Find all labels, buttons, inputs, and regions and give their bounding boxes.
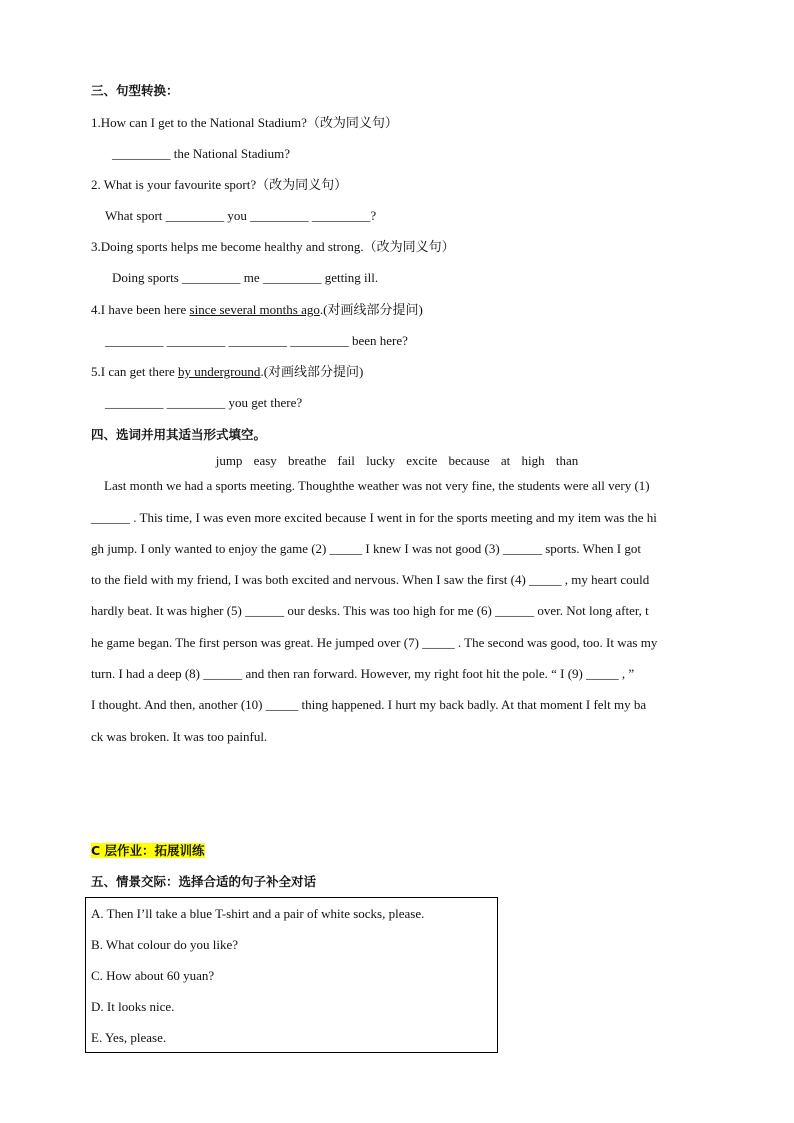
options-box bbox=[85, 897, 498, 1053]
section4-heading: 四、选词并用其适当形式填空。 bbox=[91, 427, 267, 442]
question-4-pre: 4.I have been here bbox=[91, 302, 190, 317]
section5-heading: 五、情景交际：选择合适的句子补全对话 bbox=[91, 874, 317, 889]
question-3-answer: Doing sports _________ me _________ getting ill. bbox=[112, 270, 379, 285]
question-4 bbox=[91, 302, 423, 318]
passage-line: turn. I had a deep (8) ______ and then ran forward. However, my right foot hit the pole. “ I (9) _____ , ” bbox=[91, 666, 635, 681]
question-2-answer: What sport _________ you _________ _________? bbox=[105, 208, 377, 223]
question-3: 3.Doing sports helps me become healthy and strong.（改为同义句） bbox=[91, 239, 455, 254]
passage-line: I thought. And then, another (10) _____ thing happened. I hurt my back badly. At that moment I felt my ba bbox=[91, 697, 647, 712]
section-c-label-highlight: C 层作业：拓展训练 bbox=[91, 843, 205, 858]
question-5 bbox=[91, 364, 363, 380]
passage-line: to the field with my friend, I was both excited and nervous. When I saw the first (4) _____ , my heart could bbox=[91, 572, 650, 587]
question-5-underlined: by underground bbox=[177, 364, 261, 379]
passage-line: he game began. The first person was great. He jumped over (7) _____ . The second was good, too. It was my bbox=[91, 635, 658, 650]
question-5-post: .(对画线部分提问) bbox=[260, 364, 364, 379]
passage-line: hardly beat. It was higher (5) ______ our desks. This was too high for me (6) ______ over. Not long after, t bbox=[91, 603, 649, 618]
question-4-post: .(对画线部分提问) bbox=[319, 302, 423, 317]
passage-line: gh jump. I only wanted to enjoy the game (2) _____ I knew I was not good (3) ______ sports. When I got bbox=[91, 541, 641, 556]
question-1-answer: _________ the National Stadium? bbox=[112, 146, 291, 161]
option-c: C. How about 60 yuan? bbox=[91, 968, 215, 983]
section3-heading: 三、句型转换： bbox=[91, 83, 179, 98]
section-c-label bbox=[91, 843, 205, 859]
option-b: B. What colour do you like? bbox=[91, 937, 239, 952]
passage-line: ______ . This time, I was even more excited because I went in for the sports meeting and my item was the hi bbox=[91, 510, 657, 525]
option-e: E. Yes, please. bbox=[91, 1030, 167, 1045]
question-5-pre: 5.I can get there bbox=[91, 364, 178, 379]
question-4-underlined: since several months ago bbox=[189, 302, 320, 317]
question-4-answer: _________ _________ _________ _________ been here? bbox=[105, 333, 408, 348]
passage-line: ck was broken. It was too painful. bbox=[91, 729, 268, 744]
option-d: D. It looks nice. bbox=[91, 999, 175, 1014]
option-a: A. Then I’ll take a blue T-shirt and a pair of white socks, please. bbox=[91, 906, 425, 921]
question-1: 1.How can I get to the National Stadium?（改为同义句） bbox=[91, 115, 398, 130]
question-2: 2. What is your favourite sport?（改为同义句） bbox=[91, 177, 348, 192]
passage-line: Last month we had a sports meeting. Thoughthe weather was not very fine, the students were all very (1) bbox=[104, 478, 650, 493]
word-bank: jump easy breathe fail lucky excite because at high than bbox=[215, 453, 579, 468]
question-5-answer: _________ _________ you get there? bbox=[105, 395, 303, 410]
